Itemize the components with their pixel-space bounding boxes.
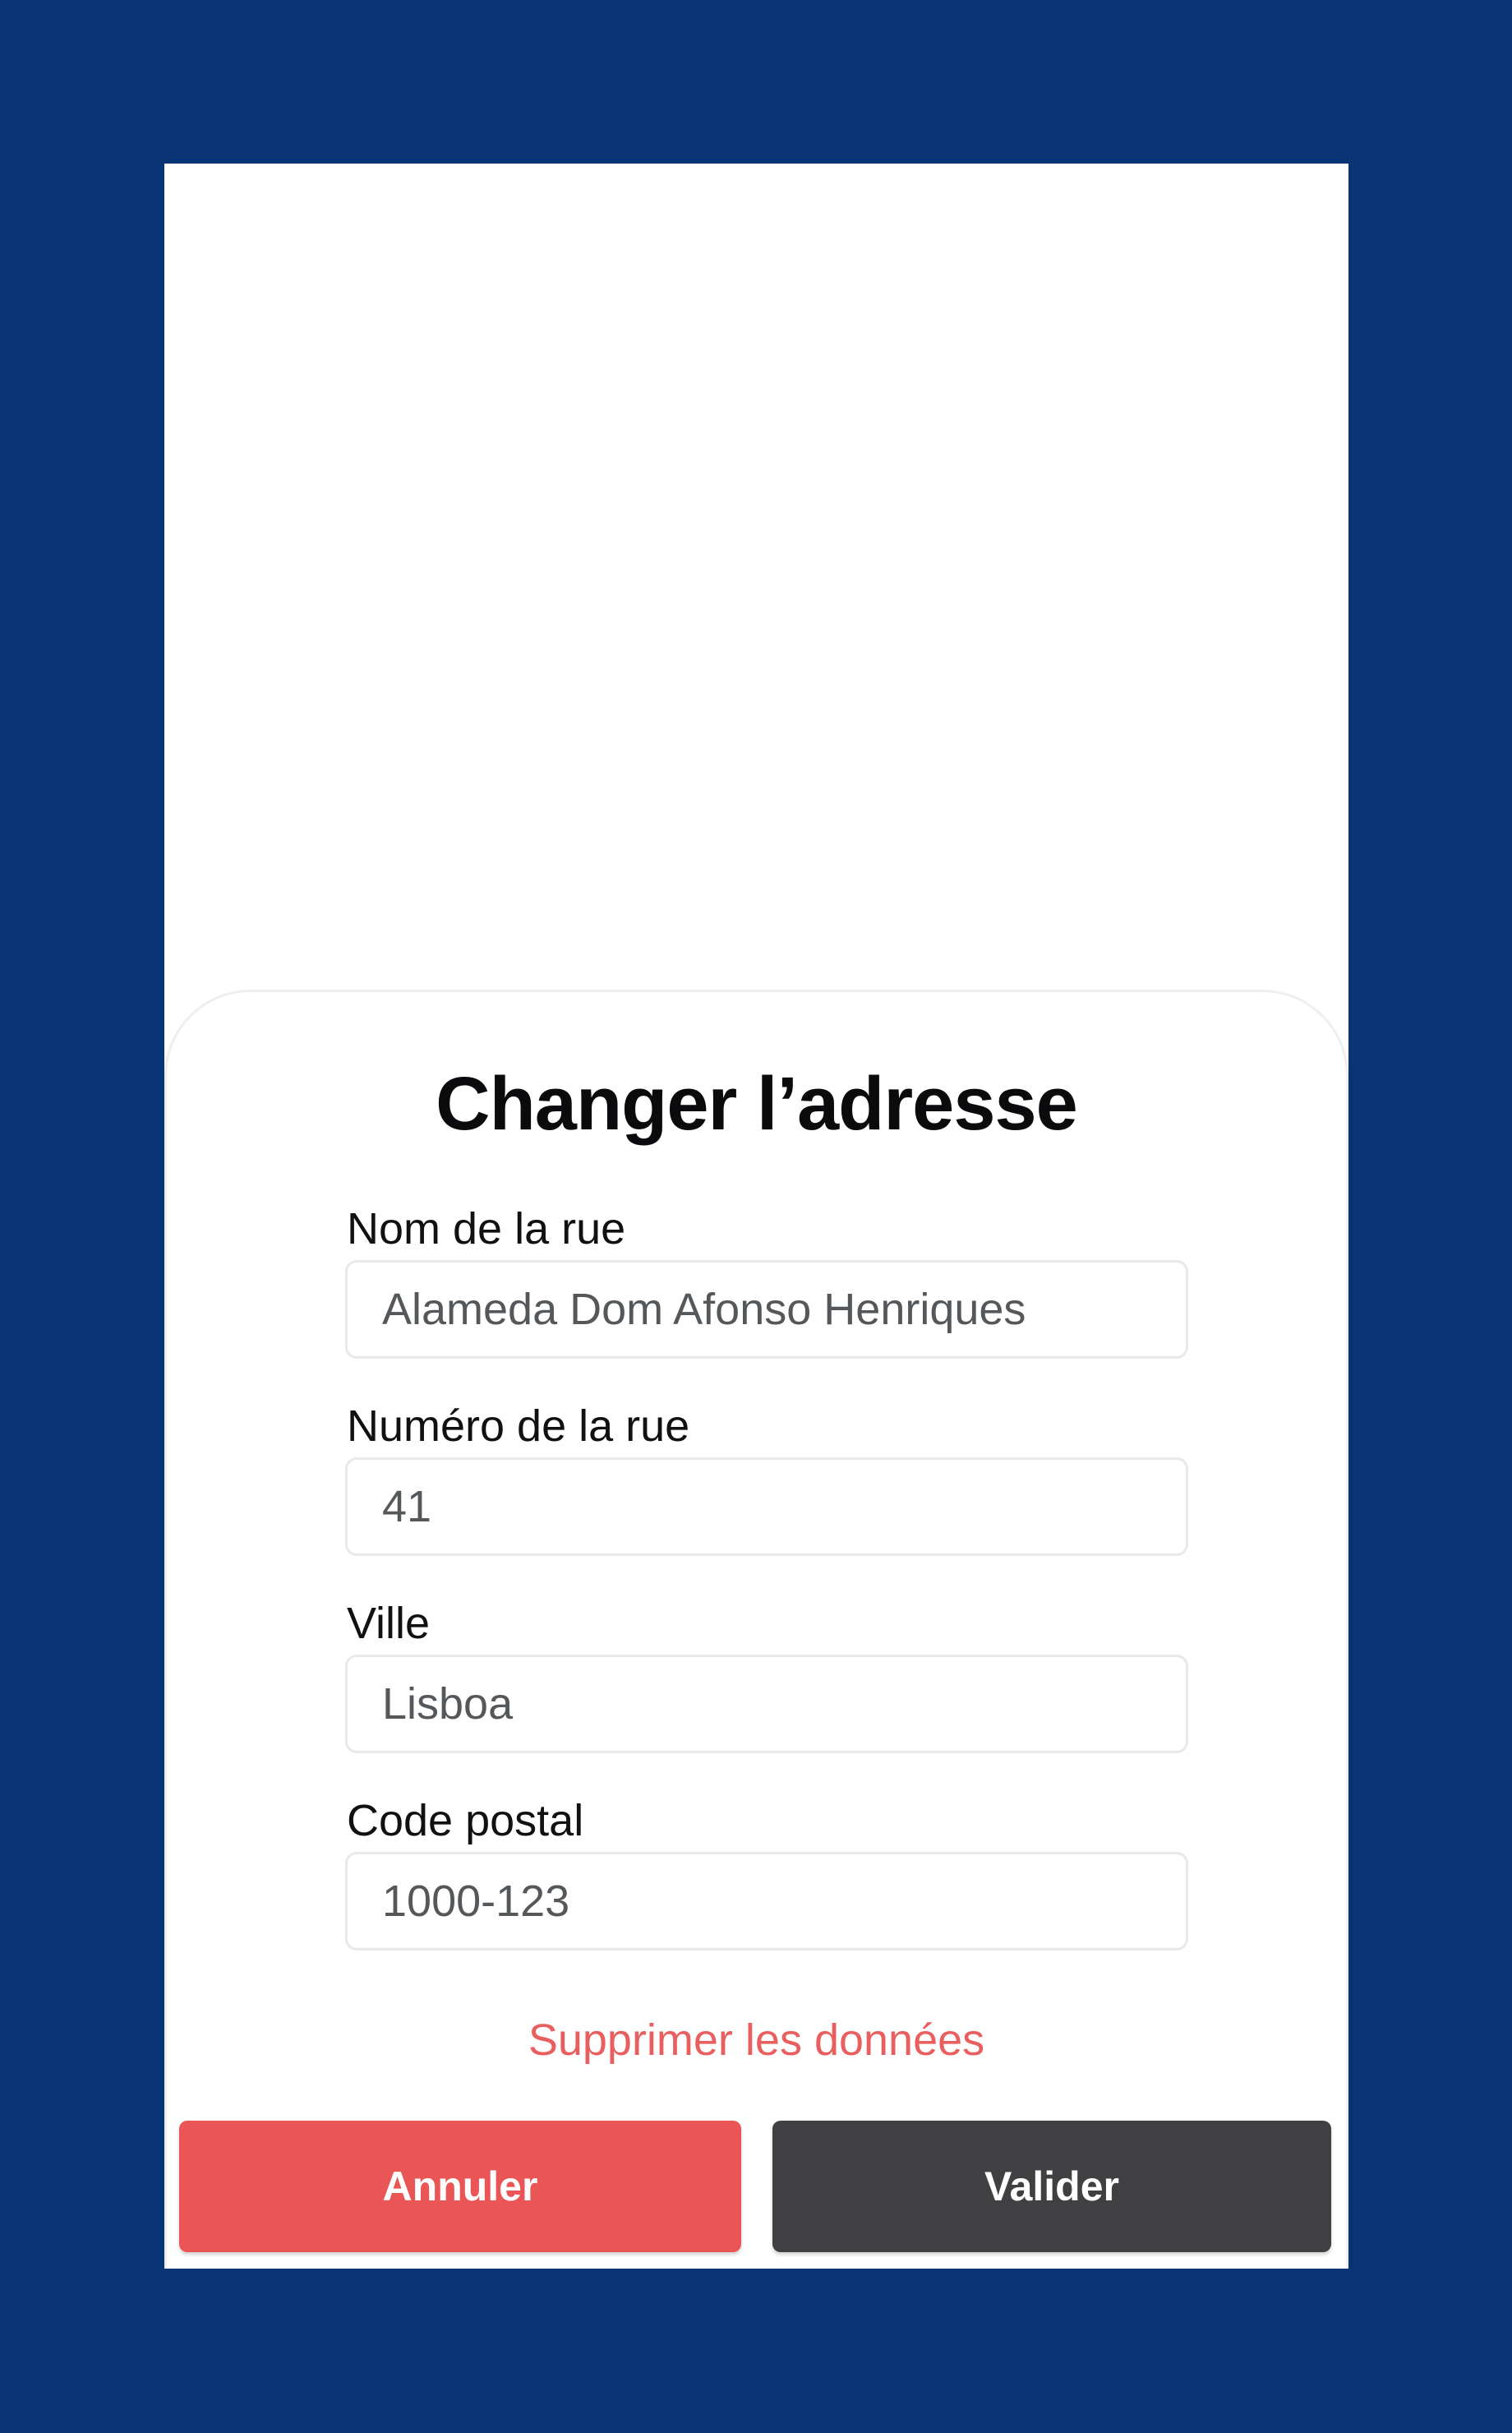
- postal-code-label: Code postal: [347, 1796, 584, 1845]
- city-label: Ville: [347, 1599, 431, 1648]
- postal-code-input[interactable]: [345, 1852, 1188, 1951]
- city-input[interactable]: [345, 1655, 1188, 1753]
- street-number-label: Numéro de la rue: [347, 1401, 690, 1451]
- street-name-label: Nom de la rue: [347, 1204, 626, 1253]
- street-name-input[interactable]: [345, 1260, 1188, 1359]
- confirm-button[interactable]: Valider: [772, 2121, 1331, 2252]
- delete-data-link[interactable]: Supprimer les données: [528, 2015, 985, 2065]
- street-number-input[interactable]: [345, 1457, 1188, 1556]
- modal-title: Changer l’adresse: [436, 1062, 1077, 1146]
- phone-screen-card: [164, 164, 1348, 2269]
- cancel-button[interactable]: Annuler: [179, 2121, 741, 2252]
